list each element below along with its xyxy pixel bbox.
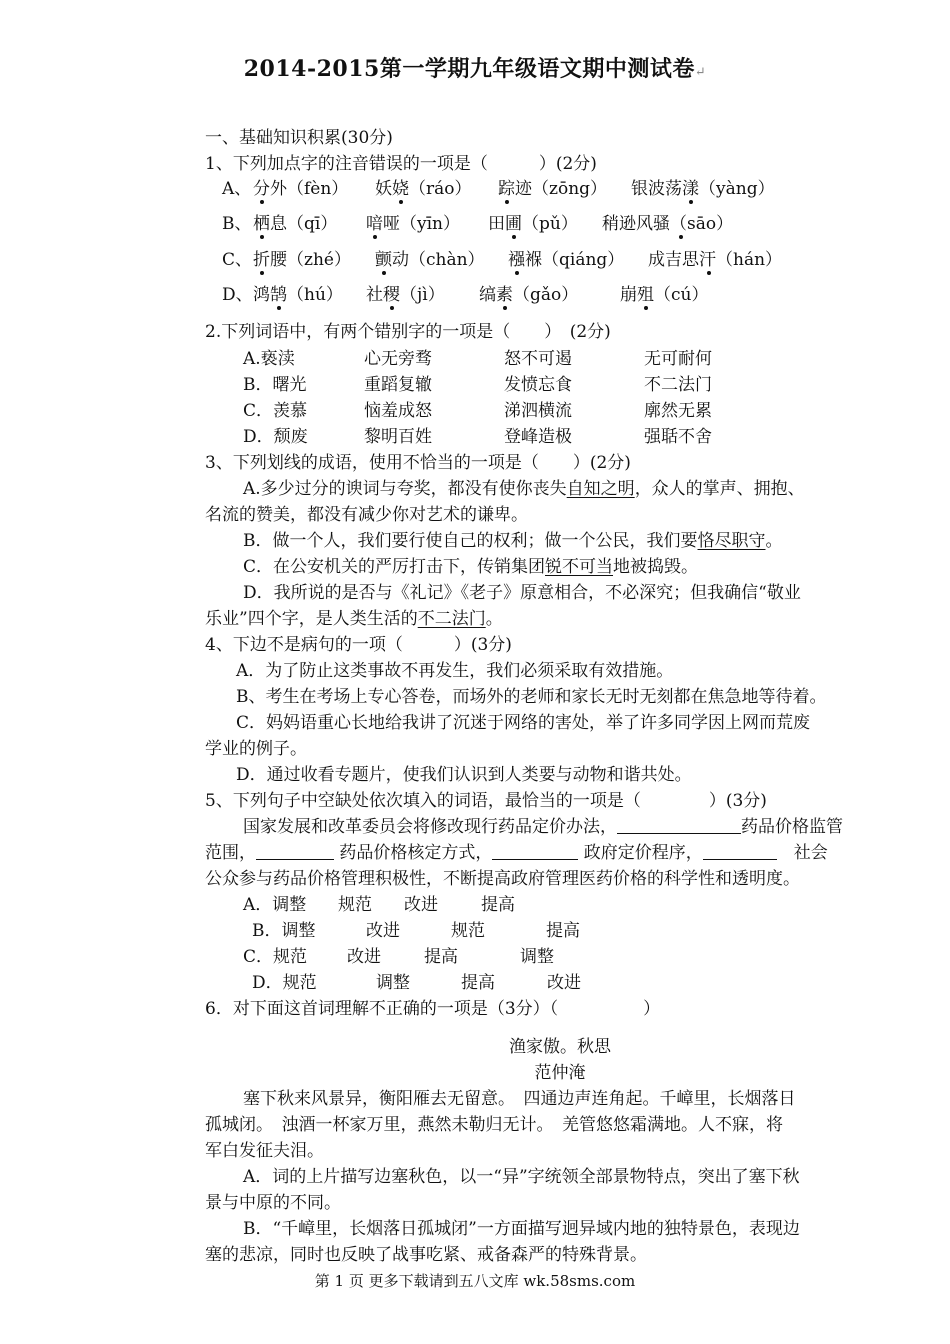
emphasis-dot-icon <box>700 249 717 271</box>
poem-line1: 塞下秋来风景异，衡阳雁去无留意。 四通边声连角起。千嶂里，长烟落日 <box>243 1089 796 1109</box>
word: 廓然无累 <box>644 401 712 421</box>
q3-option-d-cont <box>205 608 503 630</box>
text: 。 <box>765 531 783 551</box>
text: 范围， <box>205 843 256 863</box>
q5-passage-line2 <box>205 842 828 864</box>
q4-option-c: C．妈妈语重心长地给我讲了沉迷于网络的害处，举了许多同学因上网而荒废 <box>236 713 811 733</box>
text: 地被捣毁。 <box>613 557 699 577</box>
q4-option-d: D．通过收看专题片，使我们认识到人类要与动物和谐共处。 <box>236 765 692 785</box>
word: 踪迹（zōng） <box>498 179 608 199</box>
word: B．调整 <box>252 921 316 941</box>
emphasis-dot-icon <box>366 213 383 235</box>
emphasis-dot-icon <box>682 178 699 200</box>
underlined-idiom: 恪尽职守 <box>697 531 766 551</box>
word: 喑哑（yīn） <box>366 214 460 234</box>
word: 银波荡漾（yàng） <box>631 179 775 199</box>
word: 稍逊风骚（sāo） <box>602 214 734 234</box>
emphasis-dot-icon <box>498 178 515 200</box>
q4-option-a: A．为了防止这类事故不再发生，我们必须采取有效措施。 <box>236 661 674 681</box>
answer-blank[interactable] <box>256 843 334 860</box>
word: 颤动（chàn） <box>375 250 485 270</box>
word: D．颓废 <box>243 427 308 447</box>
q6-option-a-cont: 景与中原的不同。 <box>205 1193 341 1213</box>
word: 调整 <box>520 947 554 967</box>
word: 缟素（gǎo） <box>479 285 579 305</box>
word: 强聒不舍 <box>644 427 712 447</box>
q3-option-c <box>243 556 698 578</box>
word: 改进 <box>347 947 381 967</box>
q3-stem: 3、下列划线的成语，使用不恰当的一项是（ ）(2分) <box>205 453 631 473</box>
emphasis-dot-icon <box>253 213 270 235</box>
emphasis-dot-icon <box>505 213 522 235</box>
word: D．规范 <box>252 973 317 993</box>
word: 心无旁骛 <box>364 349 432 369</box>
poem-author: 范仲淹 <box>534 1063 586 1083</box>
text: 乐业”四个字，是人类生活的 <box>205 609 418 629</box>
word: 改进 <box>547 973 581 993</box>
word: 成吉思汗（hán） <box>648 250 783 270</box>
q1-stem: 1、下列加点字的注音错误的一项是（ ）(2分) <box>205 154 597 174</box>
q6-option-a: A．词的上片描写边塞秋色，以一“异”字统领全部景物特点，突出了塞下秋 <box>243 1167 800 1187</box>
title-text: 2014-2015第一学期九年级语文期中测试卷 <box>243 56 695 82</box>
option-label: D、 <box>222 285 253 305</box>
text: 政府定价程序， <box>578 843 703 863</box>
q3-option-d: D．我所说的是否与《礼记》《老子》原意相合，不必深究；但我确信“敬业 <box>243 583 801 603</box>
text: B．做一个人，我们要行使自己的权利；做一个公民，我们要 <box>243 531 698 551</box>
word: 提高 <box>546 921 580 941</box>
word: A.亵渎 <box>243 349 295 369</box>
word: 规范 <box>338 895 372 915</box>
word: 改进 <box>404 895 438 915</box>
word: 分外（fèn） <box>253 179 349 199</box>
word: C．规范 <box>243 947 308 967</box>
word: 栖息（qī） <box>253 214 338 234</box>
text: ，众人的掌声、拥抱、 <box>634 479 805 499</box>
emphasis-dot-icon <box>508 249 525 271</box>
text: 药品价格核定方式， <box>334 843 493 863</box>
word: A．调整 <box>243 895 307 915</box>
emphasis-dot-icon <box>383 284 400 306</box>
q6-stem: 6．对下面这首词理解不正确的一项是（3分）（ ） <box>205 999 661 1019</box>
word: 鸿鹄（hú） <box>253 285 343 305</box>
word: 恼羞成怒 <box>364 401 432 421</box>
q5-passage-line1 <box>243 816 843 838</box>
word: C．羡慕 <box>243 401 308 421</box>
word: 发愤忘食 <box>504 375 572 395</box>
word: 提高 <box>461 973 495 993</box>
word: 重蹈复辙 <box>364 375 432 395</box>
poem-title: 渔家傲。秋思 <box>509 1037 611 1057</box>
text: 国家发展和改革委员会将修改现行药品定价办法， <box>243 817 617 837</box>
word: 社稷（jì） <box>366 285 445 305</box>
word: 黎明百姓 <box>364 427 432 447</box>
q2-stem: 2.下列词语中，有两个错别字的一项是（ ） (2分) <box>205 322 611 342</box>
word: B．曙光 <box>243 375 307 395</box>
text: 社会 <box>776 843 828 863</box>
q3-option-a-cont: 名流的赞美，都没有减少你对艺术的谦卑。 <box>205 505 528 525</box>
word: 怒不可遏 <box>504 349 572 369</box>
word: 提高 <box>481 895 515 915</box>
word: 无可耐何 <box>644 349 712 369</box>
underlined-idiom: 不二法门 <box>417 609 486 629</box>
word: 不二法门 <box>644 375 712 395</box>
word: 规范 <box>451 921 485 941</box>
q5-stem: 5、下列句子中空缺处依次填入的词语，最恰当的一项是（ ）(3分) <box>205 791 767 811</box>
q6-option-b: B．“千嶂里，长烟落日孤城闭”一方面描写迥异域内地的独特景色，表现边 <box>243 1219 800 1239</box>
option-label: A、 <box>222 179 252 199</box>
emphasis-dot-icon <box>253 178 270 200</box>
section-heading: 一、基础知识积累(30分) <box>205 128 393 148</box>
emphasis-dot-icon <box>253 249 270 271</box>
word: 折腰（zhé） <box>253 250 351 270</box>
answer-blank[interactable] <box>492 843 578 860</box>
page-footer: 第 1 页 更多下载请到五八文库 wk.58sms.com <box>314 1272 636 1290</box>
return-mark-icon: ↵ <box>694 65 707 80</box>
emphasis-dot-icon <box>270 284 287 306</box>
word: 登峰造极 <box>504 427 572 447</box>
q5-passage-line3: 公众参与药品价格管理积极性，不断提高政府管理医药价格的科学性和透明度。 <box>205 869 800 889</box>
emphasis-dot-icon <box>672 213 689 235</box>
word: 襁褓（qiáng） <box>508 250 625 270</box>
underlined-idiom: 自知之明 <box>566 479 635 499</box>
emphasis-dot-icon <box>375 249 392 271</box>
word: 田圃（pǔ） <box>488 214 578 234</box>
emphasis-dot-icon <box>637 284 654 306</box>
word: 崩殂（cú） <box>620 285 709 305</box>
underlined-idiom: 锐不可当 <box>545 557 614 577</box>
emphasis-dot-icon <box>496 284 513 306</box>
q3-option-b <box>243 530 783 552</box>
text: A.多少过分的谀词与夸奖，都没有使你丧失 <box>243 479 567 499</box>
word: 调整 <box>376 973 410 993</box>
text: C．在公安机关的严厉打击下，传销集团 <box>243 557 546 577</box>
poem-line3: 军白发征夫泪。 <box>205 1141 324 1161</box>
answer-blank[interactable] <box>617 817 741 834</box>
word: 改进 <box>366 921 400 941</box>
word: 涕泗横流 <box>504 401 572 421</box>
text: 药品价格监管 <box>741 817 843 837</box>
option-label: B、 <box>222 214 252 234</box>
q3-option-a <box>243 478 805 500</box>
text: 。 <box>485 609 503 629</box>
emphasis-dot-icon <box>392 178 409 200</box>
q6-option-b-cont: 塞的悲凉，同时也反映了战事吃紧、戒备森严的特殊背景。 <box>205 1245 647 1265</box>
poem-line2: 孤城闭。 浊酒一杯家万里，燕然未勒归无计。 羌管悠悠霜满地。人不寐，将 <box>205 1115 783 1135</box>
q4-stem: 4、下边不是病句的一项（ ）(3分) <box>205 635 512 655</box>
page-title <box>0 52 950 83</box>
option-label: C、 <box>222 250 253 270</box>
answer-blank[interactable] <box>703 843 777 860</box>
word: 提高 <box>424 947 458 967</box>
word: 妖娆（ráo） <box>375 179 472 199</box>
q4-option-b: B、考生在考场上专心答卷，而场外的老师和家长无时无刻都在焦急地等待着。 <box>236 687 827 707</box>
q4-option-c-cont: 学业的例子。 <box>205 739 307 759</box>
